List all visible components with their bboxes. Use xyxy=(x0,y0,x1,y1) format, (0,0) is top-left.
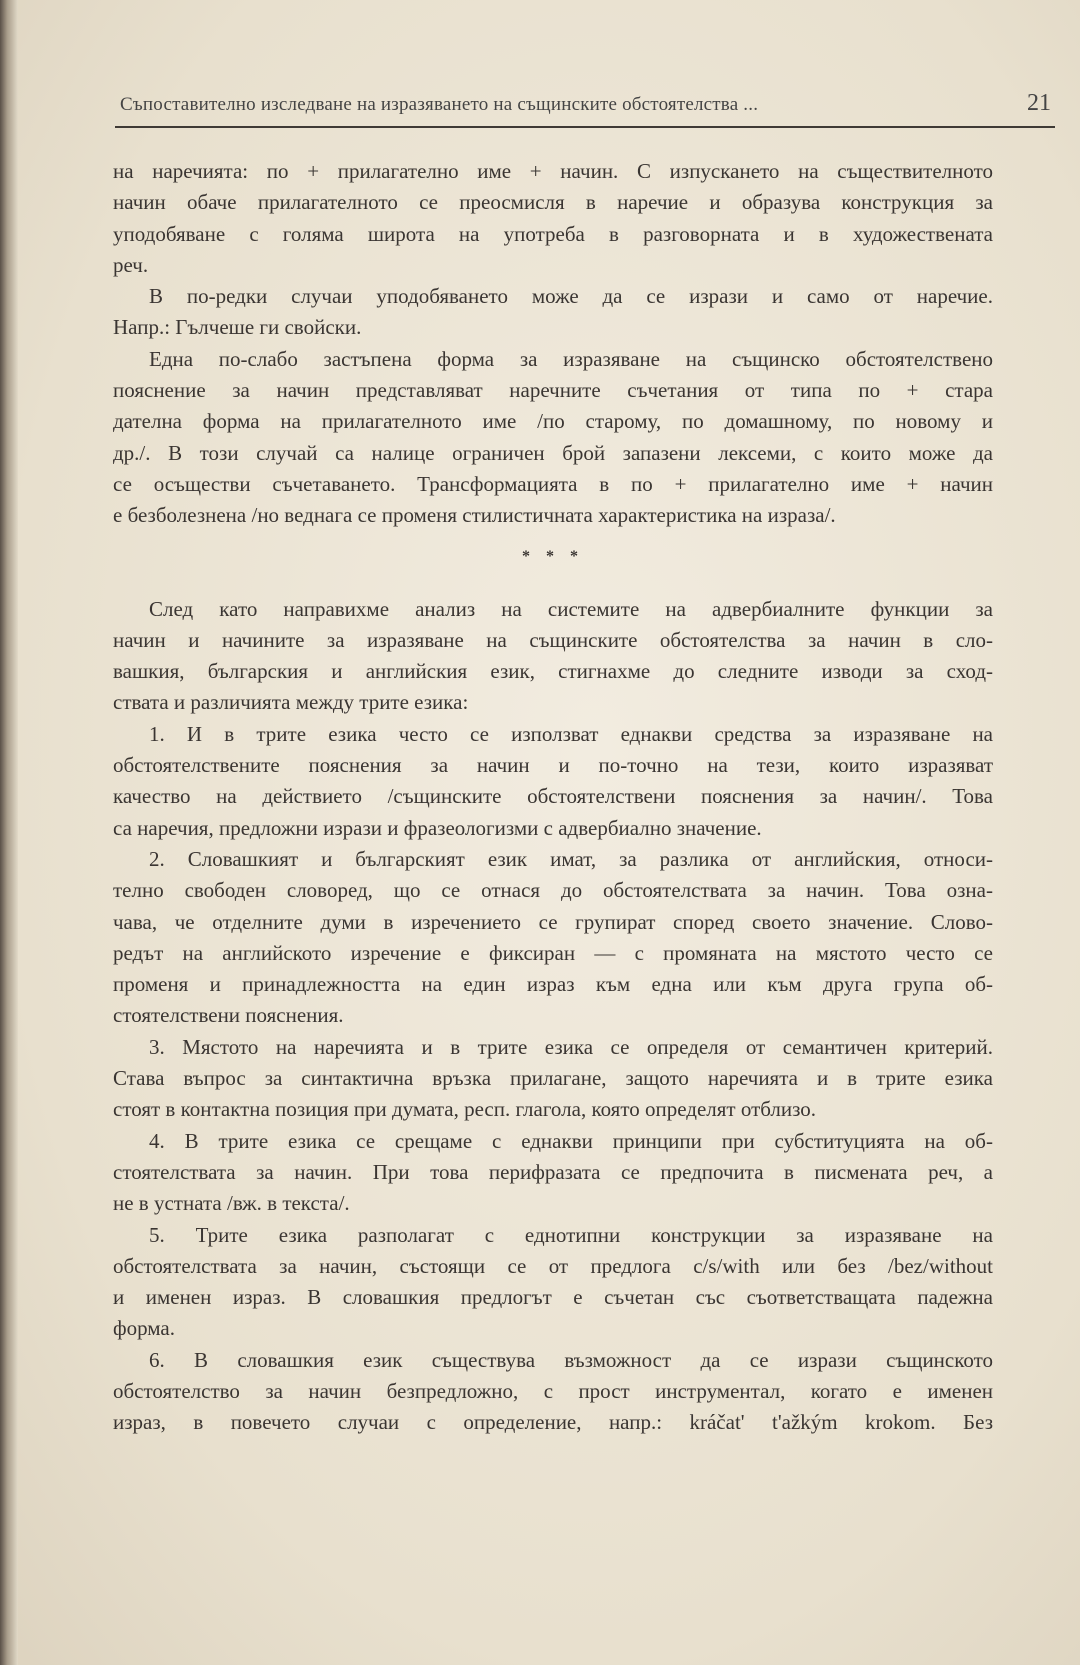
text-line: редът на английското изречение е фиксиран — с промяната на мястото често се xyxy=(113,940,993,965)
text-line: 4. В трите езика се срещаме с еднакви принципи при субституцията на об- xyxy=(149,1128,993,1153)
text-line: стоятелствени пояснения. xyxy=(113,1003,344,1028)
text-line: стоятелствата за начин. При това перифразата се предпочита в писмената реч, а xyxy=(113,1159,993,1184)
page-number: 21 xyxy=(1027,90,1051,116)
text-line: пояснение за начин представляват наречните съчетания от типа по + стара xyxy=(113,378,993,403)
text-line: обстоятелствата за начин, състоящи се от предлога c/s/with или без /bez/without xyxy=(113,1253,993,1278)
text-line: уподобяване с голяма широта на употреба в разговорната и в художествената xyxy=(113,221,993,246)
text-line: Напр.: Гълчеше ги свойски. xyxy=(113,315,362,340)
paragraph xyxy=(113,1032,993,1126)
text-line: начин и начините за изразяване на същинските обстоятелства за начин в сло- xyxy=(113,627,993,652)
text-line: 5. Трите езика разполагат с еднотипни конструкции за изразяване на xyxy=(149,1222,993,1247)
paragraph xyxy=(113,844,993,1032)
text-line: качество на действието /същинските обстоятелствени пояснения за начин/. Това xyxy=(113,784,993,809)
text-line: на наречията: по + прилагателно име + начин. С изпускането на съществителното xyxy=(113,159,993,183)
text-line: 6. В словашкия език съществува възможност да се изрази същинското xyxy=(149,1347,993,1372)
text-line: са наречия, предложни изрази и фразеологизми с адвербиално значение. xyxy=(113,815,762,840)
text-line: форма. xyxy=(113,1316,176,1341)
text-line: Става въпрос за синтактична връзка прилагане, защото наречията и в трите езика xyxy=(113,1066,993,1091)
text-line: След като направихме анализ на системите на адвербиалните функции за xyxy=(149,596,993,621)
text-line: е безболезнена /но веднага се променя стилистичната характеристика на израза/. xyxy=(113,503,836,528)
paragraph xyxy=(113,1345,993,1439)
text-line: и именен израз. В словашкия предлогът е съчетан със съответстващата падежна xyxy=(113,1285,993,1310)
text-line: др./. В този случай са налице ограничен брой запазени лексеми, с които може да xyxy=(113,440,993,465)
running-header xyxy=(120,92,1055,122)
section-separator: * * * xyxy=(522,547,584,565)
text-line: 1. И в трите езика често се използват еднакви средства за изразяване на xyxy=(149,721,993,746)
text-line: променя и принадлежността на един израз към една или към друга група об- xyxy=(113,972,993,997)
text-line: дателна форма на прилагателното име /по старому, по домашному, по новому и xyxy=(113,409,993,434)
text-line: реч. xyxy=(113,252,149,277)
paragraph xyxy=(113,1126,993,1220)
text-line: начин обаче прилагателното се преосмисля в наречие и образува конструкция за xyxy=(113,190,993,215)
text-line: 3. Мястото на наречията и в трите езика се определя от семантичен критерий. xyxy=(149,1034,993,1059)
text-line: чава, че отделните думи в изречението се групират според своето значение. Слово- xyxy=(113,909,993,934)
paragraph xyxy=(113,719,993,844)
page-body xyxy=(113,156,993,1439)
header-rule xyxy=(115,126,1055,128)
text-line: Една по-слабо застъпена форма за изразяване на същинско обстоятелствено xyxy=(149,346,993,371)
text-line: 2. Словашкият и българският език имат, за разлика от английския, относи- xyxy=(149,846,993,871)
text-line: израз, в повечето случаи с определение, напр.: kráčat' t'ažkým krokom. Без xyxy=(113,1410,993,1435)
paragraph xyxy=(113,156,993,281)
text-line: не в устната /вж. в текста/. xyxy=(113,1191,350,1216)
text-line: се осъществи съчетаването. Трансформацията в по + прилагателно име + начин xyxy=(113,471,993,496)
text-line: телно свободен словоред, що се отнася до обстоятелствата за начин. Това озна- xyxy=(113,878,993,903)
paragraph xyxy=(113,344,993,532)
paragraph xyxy=(113,281,993,344)
book-spine-shadow xyxy=(0,0,18,1665)
text-line: В по-редки случаи уподобяването може да се изрази и само от наречие. xyxy=(149,284,993,309)
text-line: обстоятелство за начин безпредложно, с прост инструментал, когато е именен xyxy=(113,1378,993,1403)
text-line: вашкия, българския и английския език, стигнахме до следните изводи за сход- xyxy=(113,659,993,684)
text-line: обстоятелствените пояснения за начин и по-точно на тези, които изразяват xyxy=(113,753,993,778)
text-line: ствата и различията между трите езика: xyxy=(113,690,469,715)
text-line: стоят в контактна позиция при думата, респ. глагола, която определят отблизо. xyxy=(113,1097,817,1122)
paragraph xyxy=(113,594,993,719)
running-header-title: Съпоставително изследване на изразяването на същинските обстоятелства ... xyxy=(120,94,759,115)
paragraph xyxy=(113,1220,993,1345)
